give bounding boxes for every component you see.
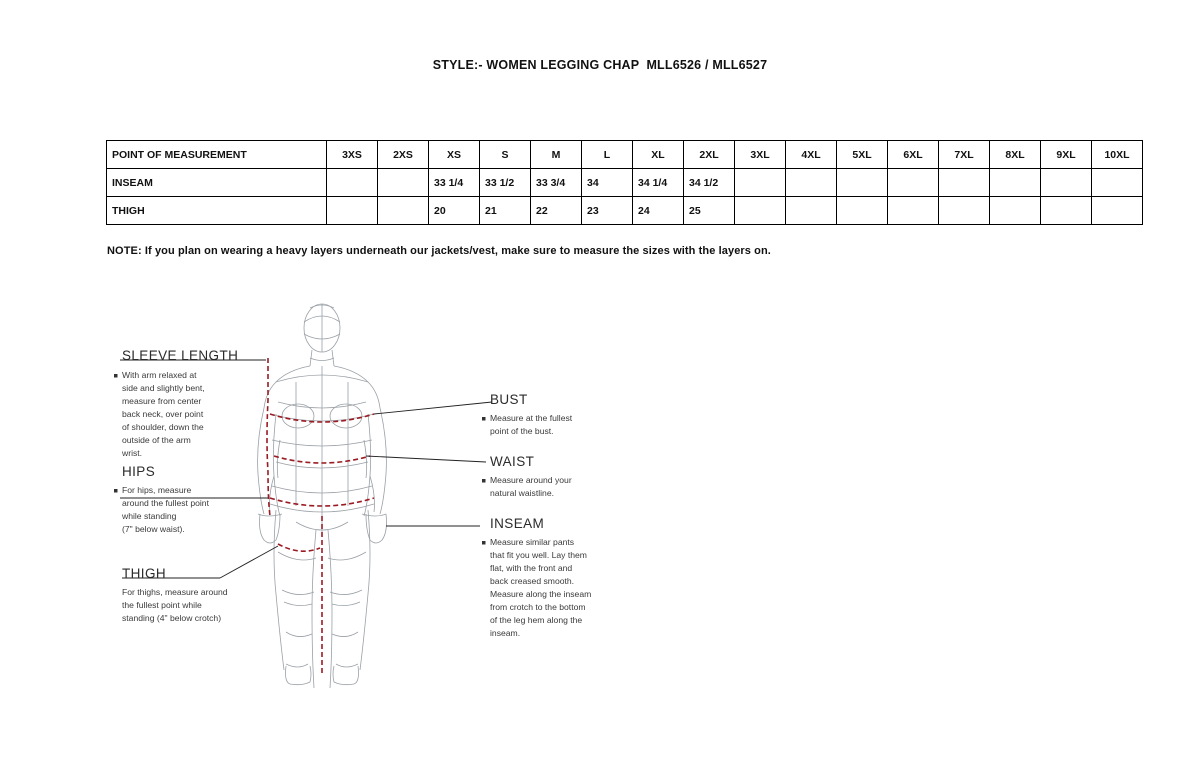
cell-inseam-3xs [327, 169, 378, 197]
header-size-6xl: 6XL [888, 141, 939, 169]
callout-waist [482, 454, 572, 498]
callout-heading-hips: HIPS [122, 464, 156, 479]
size-chart-table-wrapper [106, 140, 1130, 225]
callout-heading-inseam: INSEAM [490, 516, 545, 531]
header-size-10xl: 10XL [1092, 141, 1143, 169]
cell-thigh-l: 23 [582, 197, 633, 225]
callout-line: Measure similar pants [490, 537, 575, 547]
callout-line: wrist. [122, 448, 143, 458]
cell-inseam-xl: 34 1/4 [633, 169, 684, 197]
cell-inseam-10xl [1092, 169, 1143, 197]
page-title: STYLE:- WOMEN LEGGING CHAP MLL6526 / MLL6527 [432, 58, 768, 72]
callout-line: inseam. [490, 628, 521, 638]
cell-inseam-7xl [939, 169, 990, 197]
cell-thigh-2xs [378, 197, 429, 225]
callout-line: natural waistline. [490, 488, 555, 498]
callout-hips [114, 464, 210, 534]
callout-line: around the fullest point [122, 498, 209, 508]
callout-heading-thigh: THIGH [122, 566, 166, 581]
callout-line: Measure at the fullest [490, 413, 573, 423]
leader-thigh-elbow [220, 546, 278, 578]
cell-thigh-3xl [735, 197, 786, 225]
header-size-xl: XL [633, 141, 684, 169]
cell-thigh-6xl [888, 197, 939, 225]
header-size-2xs: 2XS [378, 141, 429, 169]
callout-line: standing (4" below crotch) [122, 613, 222, 623]
callout-line: back creased smooth. [490, 576, 575, 586]
cell-thigh-8xl [990, 197, 1041, 225]
callout-line: (7" below waist). [122, 524, 185, 534]
header-size-2xl: 2XL [684, 141, 735, 169]
header-size-4xl: 4XL [786, 141, 837, 169]
header-size-xs: XS [429, 141, 480, 169]
measurement-guide-lines [267, 358, 374, 676]
callout-line: side and slightly bent, [122, 383, 205, 393]
header-size-8xl: 8XL [990, 141, 1041, 169]
callout-line: the fullest point while [122, 600, 202, 610]
callout-line: measure from center [122, 396, 202, 406]
header-point-of-measurement: POINT OF MEASUREMENT [107, 141, 327, 169]
table-header-row [107, 141, 1143, 169]
callout-line: Measure along the inseam [490, 589, 592, 599]
callout-bust [482, 392, 573, 436]
cell-thigh-m: 22 [531, 197, 582, 225]
cell-thigh-3xs [327, 197, 378, 225]
measurement-diagram [100, 290, 660, 700]
row-label-thigh: THIGH [107, 197, 327, 225]
row-label-inseam: INSEAM [107, 169, 327, 197]
cell-inseam-m: 33 3/4 [531, 169, 582, 197]
header-size-9xl: 9XL [1041, 141, 1092, 169]
cell-thigh-2xl: 25 [684, 197, 735, 225]
cell-inseam-8xl [990, 169, 1041, 197]
cell-inseam-3xl [735, 169, 786, 197]
header-size-3xl: 3XL [735, 141, 786, 169]
table-row [107, 197, 1143, 225]
callout-line: Measure around your [490, 475, 572, 485]
callout-line: back neck, over point [122, 409, 204, 419]
cell-inseam-xs: 33 1/4 [429, 169, 480, 197]
callout-heading-sleeve-length: SLEEVE LENGTH [122, 348, 239, 363]
table-row [107, 169, 1143, 197]
sleeve-length-guide [267, 358, 270, 516]
callout-line: of the leg hem along the [490, 615, 583, 625]
callout-line: that fit you well. Lay them [490, 550, 587, 560]
size-chart-table [106, 140, 1143, 225]
callout-line: of shoulder, down the [122, 422, 204, 432]
measurement-note: NOTE: If you plan on wearing a heavy layers underneath our jackets/vest, make sure to measure the sizes with the layers on. [107, 245, 771, 257]
cell-thigh-5xl [837, 197, 888, 225]
cell-thigh-xs: 20 [429, 197, 480, 225]
header-size-s: S [480, 141, 531, 169]
callout-sleeve-length [114, 348, 238, 458]
thigh-guide [278, 544, 320, 551]
bullet-icon [114, 489, 118, 493]
cell-inseam-2xl: 34 1/2 [684, 169, 735, 197]
callout-line: flat, with the front and [490, 563, 573, 573]
header-size-m: M [531, 141, 582, 169]
cell-inseam-5xl [837, 169, 888, 197]
callout-thigh [122, 566, 228, 623]
cell-thigh-7xl [939, 197, 990, 225]
callout-heading-waist: WAIST [490, 454, 535, 469]
cell-thigh-4xl [786, 197, 837, 225]
header-size-5xl: 5XL [837, 141, 888, 169]
cell-thigh-xl: 24 [633, 197, 684, 225]
callout-line: outside of the arm [122, 435, 191, 445]
cell-inseam-s: 33 1/2 [480, 169, 531, 197]
callout-line: point of the bust. [490, 426, 554, 436]
callout-line: from crotch to the bottom [490, 602, 586, 612]
callout-line: With arm relaxed at [122, 370, 197, 380]
callout-line: while standing [122, 511, 177, 521]
leader-bust [374, 402, 492, 414]
bullet-icon [482, 479, 486, 483]
header-size-7xl: 7XL [939, 141, 990, 169]
bullet-icon [482, 541, 486, 545]
header-size-3xs: 3XS [327, 141, 378, 169]
callout-line: For hips, measure [122, 485, 192, 495]
callout-line: For thighs, measure around [122, 587, 228, 597]
cell-inseam-l: 34 [582, 169, 633, 197]
cell-thigh-9xl [1041, 197, 1092, 225]
header-size-l: L [582, 141, 633, 169]
cell-inseam-6xl [888, 169, 939, 197]
cell-inseam-9xl [1041, 169, 1092, 197]
cell-thigh-s: 21 [480, 197, 531, 225]
cell-inseam-4xl [786, 169, 837, 197]
bullet-icon [482, 417, 486, 421]
bullet-icon [114, 374, 118, 378]
callout-inseam [482, 516, 591, 638]
leader-waist [366, 456, 486, 462]
cell-inseam-2xs [378, 169, 429, 197]
callout-heading-bust: BUST [490, 392, 528, 407]
cell-thigh-10xl [1092, 197, 1143, 225]
